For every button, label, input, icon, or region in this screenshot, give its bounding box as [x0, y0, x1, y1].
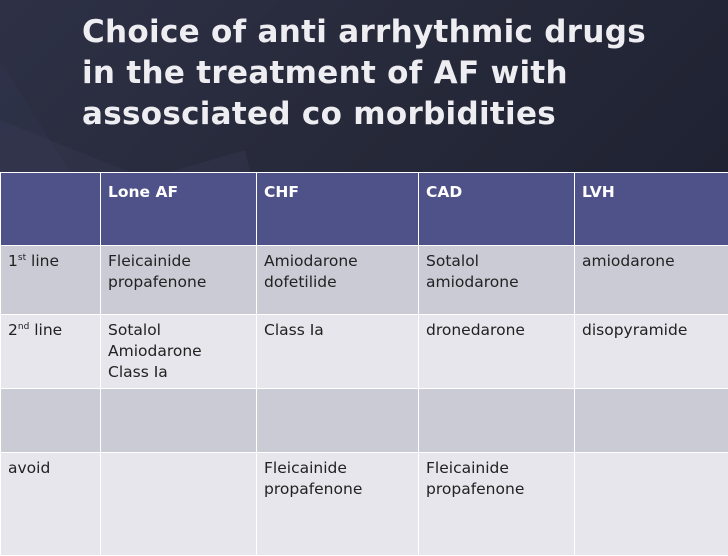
slide-title: Choice of anti arrhythmic drugs in the treatment of AF with assosciated co morbidities [82, 12, 722, 135]
drug-choice-table [0, 172, 728, 556]
table-cell: Class Ia [257, 315, 419, 389]
table-cell [101, 453, 257, 556]
table-cell [575, 389, 728, 453]
table-cell [257, 389, 419, 453]
table-cell: Fleicainide propafenone [257, 453, 419, 556]
table-cell [419, 389, 575, 453]
table-cell: Sotalol Amiodarone Class Ia [101, 315, 257, 389]
header-cad: CAD [419, 173, 575, 246]
row-label-empty [1, 389, 101, 453]
table-cell [575, 453, 728, 556]
table-cell [101, 389, 257, 453]
table-cell: Sotalol amiodarone [419, 246, 575, 315]
header-blank [1, 173, 101, 246]
table-cell: dronedarone [419, 315, 575, 389]
table-header-row [1, 173, 728, 246]
header-lvh: LVH [575, 173, 728, 246]
table-cell: Fleicainide propafenone [101, 246, 257, 315]
row-label-first-line: 1st line [1, 246, 101, 315]
table-cell: disopyramide [575, 315, 728, 389]
header-chf: CHF [257, 173, 419, 246]
table-cell: amiodarone [575, 246, 728, 315]
table-row [1, 315, 728, 389]
table-cell: Amiodarone dofetilide [257, 246, 419, 315]
slide-title-area [0, 0, 728, 172]
table-cell: Fleicainide propafenone [419, 453, 575, 556]
row-label-avoid: avoid [1, 453, 101, 556]
table-row [1, 389, 728, 453]
row-label-second-line: 2nd line [1, 315, 101, 389]
table-row [1, 246, 728, 315]
table-row [1, 453, 728, 556]
header-lone-af: Lone AF [101, 173, 257, 246]
